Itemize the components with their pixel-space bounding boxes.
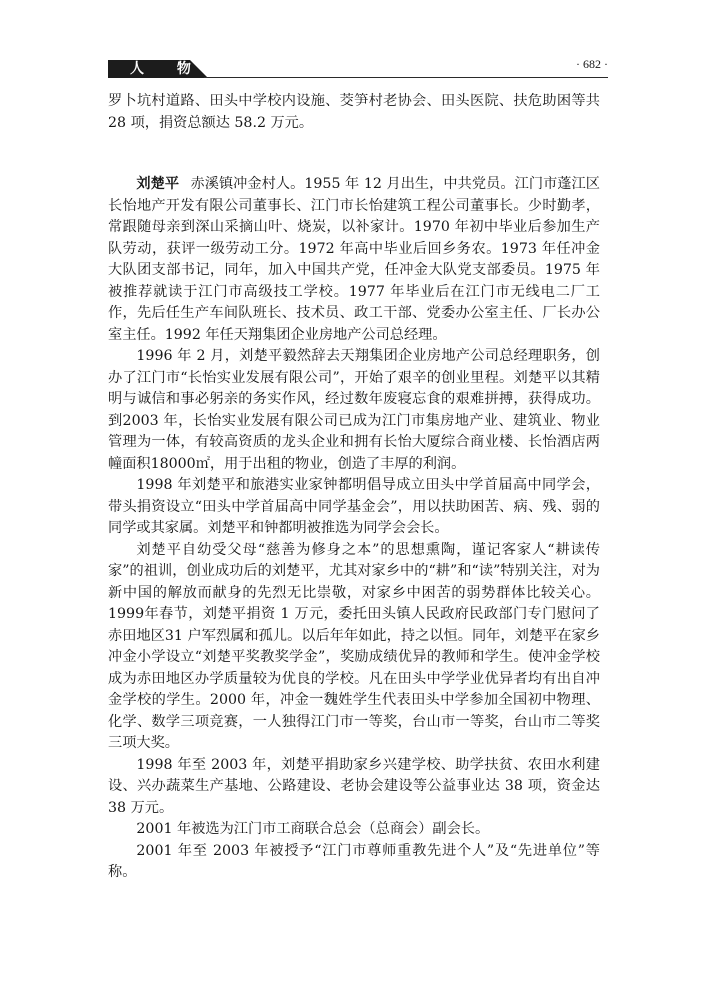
- section-gap: [108, 134, 600, 154]
- person-name: 刘楚平: [136, 176, 180, 192]
- paragraph: 1998 年至 2003 年，刘楚平捐助家乡兴建学校、助学扶贫、农田水利建设、兴办蔬菜生产基地、公路建设、老协会建设等公益事业达 38 项，资金达 38 万元。: [108, 756, 600, 816]
- paragraph: 1998 年刘楚平和旅港实业家钟都明倡导成立田头中学首届高中同学会，带头捐资设立“田头中学首届高中同学基金会”，用以扶助困苦、病、残、弱的同学或其家属。刘楚平和钟都明被推选为同学会会长。: [108, 477, 600, 536]
- paragraph-continued: 罗卜坑村道路、田头中学校内设施、茭笋村老协会、田头医院、扶危助困等共28 项，捐资总额达 58.2 万元。: [108, 93, 600, 131]
- paragraph: 刘楚平自幼受父母“慈善为修身之本”的思想熏陶，谨记客家人“耕读传家”的祖训，创业成功后的刘楚平，尤其对家乡中的“耕”和“读”特别关注，对为新中国的解放而献身的先烈无比崇敬，对家乡中困苦的弱势群体比较关心。1999年春节，刘楚平捐资 1 万元，委托田头镇人民政府民政部门专门慰问了赤田地区31 户军烈属和孤儿。以后年年如此，持之以恒。同年，刘楚平在家乡冲金小学设立“刘楚平奖教奖学金”，奖励成绩优异的教师和学生。使冲金学校成为赤田地区办学质量较为优良的学校。凡在田头中学学业优异者均有出自冲金学校的学生。2000 年，冲金一魏姓学生代表田头中学参加全国初中物理、化学、数学三项竞赛，一人独得江门市一等奖，台山市一等奖，台山市二等奖三项大奖。: [108, 541, 600, 751]
- biography-intro: [108, 174, 600, 346]
- page-number: · 682 ·: [576, 57, 608, 71]
- running-header: [108, 55, 608, 83]
- paragraph-text: 赤溪镇冲金村人。1955 年 12 月出生，中共党员。江门市蓬江区长怡地产开发有限公司董事长、江门市长怡建筑工程公司董事长。少时勤孝，常跟随母亲到深山采摘山叶、烧炭，以补家计。1970 年初中毕业后参加生产队劳动，获评一级劳动工分。1972 年高中毕业后回乡务农。1973 年任冲金大队团支部书记，同年，加入中国共产党，任冲金大队党支部委员。1975 年被推荐就读于江门市高级技工学校。1977 年毕业后在江门市无线电二厂工作，先后任生产车间队班长、技术员、政工干部、党委办公室主任、厂长办公室主任。1992 年任天翔集团企业房地产公司总经理。: [108, 176, 600, 343]
- article-body: [108, 91, 600, 884]
- header-rule: [204, 77, 608, 78]
- section-title: 人 物: [130, 61, 205, 77]
- section-gap: [108, 154, 600, 174]
- paragraph: 2001 年被选为江门市工商联合总会（总商会）副会长。: [136, 821, 490, 837]
- paragraph: 2001 年至 2003 年被授予“江门市尊师重教先进个人”及“先进单位”等称。: [108, 842, 600, 880]
- paragraph: 1996 年 2 月，刘楚平毅然辞去天翔集团企业房地产公司总经理职务，创办了江门市“长怡实业发展有限公司”，开始了艰辛的创业里程。刘楚平以其精明与诚信和事必躬亲的务实作风，经过数年废寝忘食的艰难拼搏，获得成功。到2003 年，长怡实业发展有限公司已成为江门市集房地产业、建筑业、物业管理为一体，有较高资质的龙头企业和拥有长怡大厦综合商业楼、长怡酒店两幢面积18000㎡，用于出租的物业，创造了丰厚的利润。: [108, 348, 600, 472]
